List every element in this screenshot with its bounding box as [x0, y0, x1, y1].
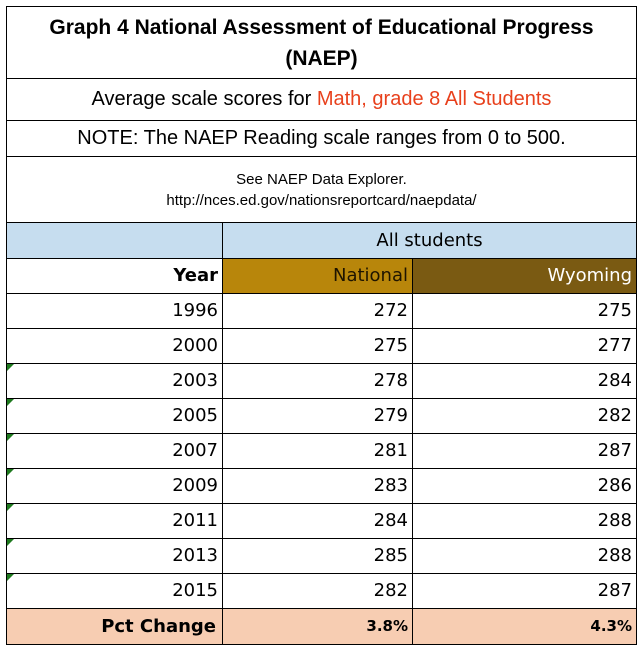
table-row [7, 433, 637, 468]
note-cell: NOTE: The NAEP Reading scale ranges from 0 to 500. [7, 121, 637, 157]
national-score-cell: 284 [223, 503, 413, 538]
table-row [7, 398, 637, 433]
group-header-all-students: All students [223, 222, 637, 258]
naep-sheet [6, 6, 636, 645]
table-body [7, 293, 637, 608]
page-title [7, 7, 637, 79]
table-row [7, 468, 637, 503]
pct-change-national: 3.8% [223, 608, 413, 644]
wyoming-score-cell: 288 [413, 503, 637, 538]
data-explorer-cell [7, 157, 637, 223]
subtitle-cell [7, 79, 637, 121]
year-cell: 2011 [7, 503, 223, 538]
year-cell: 2009 [7, 468, 223, 503]
year-cell: 2005 [7, 398, 223, 433]
wyoming-column-header: Wyoming [413, 258, 637, 293]
explorer-url: http://nces.ed.gov/nationsreportcard/naepdata/ [166, 191, 477, 209]
table-row [7, 363, 637, 398]
national-score-cell: 281 [223, 433, 413, 468]
explorer-text: See NAEP Data Explorer. [236, 170, 407, 188]
table-row [7, 328, 637, 363]
wyoming-score-cell: 277 [413, 328, 637, 363]
national-score-cell: 279 [223, 398, 413, 433]
wyoming-score-cell: 287 [413, 573, 637, 608]
wyoming-score-cell: 275 [413, 293, 637, 328]
pct-change-wyoming: 4.3% [413, 608, 637, 644]
group-header-row [7, 222, 637, 258]
national-score-cell: 285 [223, 538, 413, 573]
wyoming-score-cell: 287 [413, 433, 637, 468]
year-cell: 2003 [7, 363, 223, 398]
year-column-header: Year [7, 258, 223, 293]
table-row [7, 573, 637, 608]
pct-change-row [7, 608, 637, 644]
wyoming-score-cell: 288 [413, 538, 637, 573]
year-cell: 2013 [7, 538, 223, 573]
national-column-header: National [223, 258, 413, 293]
column-header-row [7, 258, 637, 293]
national-score-cell: 282 [223, 573, 413, 608]
title-line-1: Graph 4 National Assessment of Educational Progress [49, 15, 594, 39]
year-cell: 2007 [7, 433, 223, 468]
wyoming-score-cell: 286 [413, 468, 637, 503]
title-line-2: (NAEP) [285, 46, 358, 70]
pct-change-label: Pct Change [7, 608, 223, 644]
subtitle-highlight: Math, grade 8 All Students [316, 88, 552, 110]
scores-table [6, 222, 637, 645]
group-header-blank-cell [7, 222, 223, 258]
table-row [7, 503, 637, 538]
wyoming-score-cell: 282 [413, 398, 637, 433]
year-cell: 2015 [7, 573, 223, 608]
table-row [7, 538, 637, 573]
header-table [6, 6, 637, 223]
year-cell: 1996 [7, 293, 223, 328]
national-score-cell: 283 [223, 468, 413, 503]
wyoming-score-cell: 284 [413, 363, 637, 398]
national-score-cell: 278 [223, 363, 413, 398]
table-row [7, 293, 637, 328]
national-score-cell: 275 [223, 328, 413, 363]
national-score-cell: 272 [223, 293, 413, 328]
year-cell: 2000 [7, 328, 223, 363]
subtitle-prefix: Average scale scores for [91, 88, 317, 110]
